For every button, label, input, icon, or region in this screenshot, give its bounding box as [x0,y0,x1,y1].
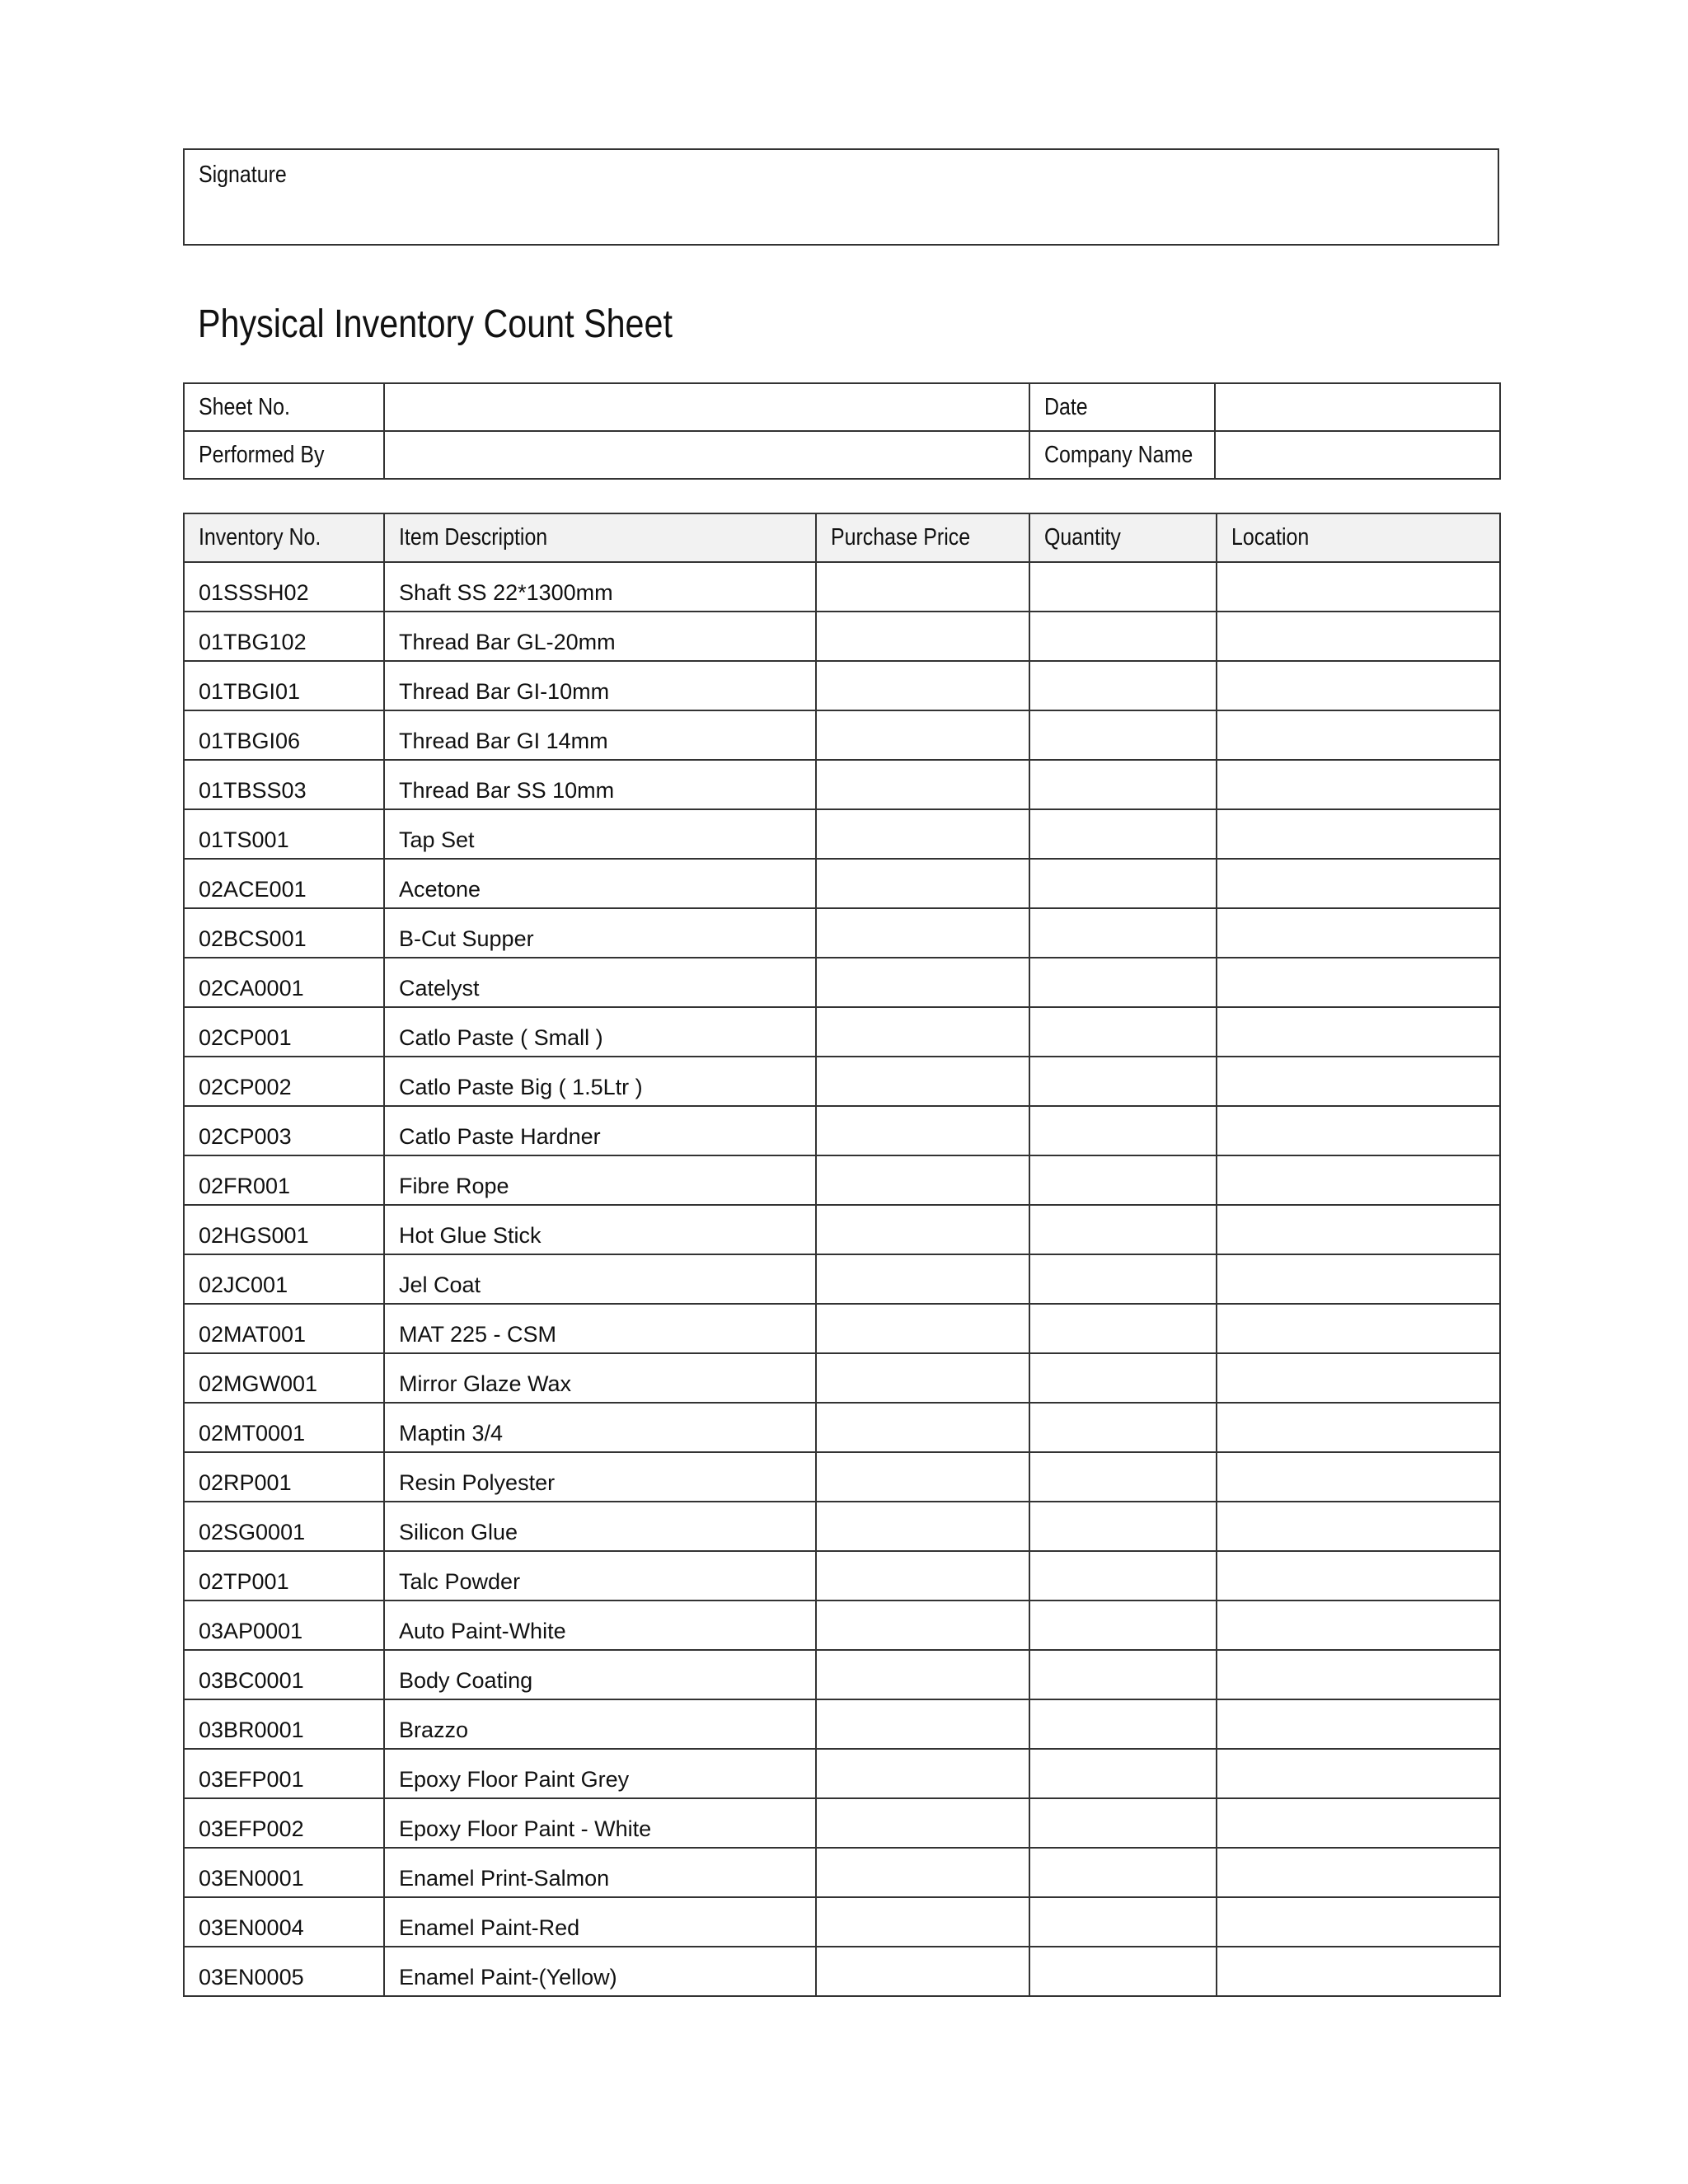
inventory-no-cell: 02FR001 [184,1155,384,1205]
item-description-cell: B-Cut Supper [384,908,816,958]
location-cell[interactable] [1217,760,1500,809]
quantity-cell[interactable] [1029,612,1217,661]
quantity-cell[interactable] [1029,1304,1217,1353]
inventory-no-cell: 02CP001 [184,1007,384,1057]
inventory-no-cell: 01TBGI01 [184,661,384,710]
location-cell[interactable] [1217,1699,1500,1749]
quantity-cell[interactable] [1029,1650,1217,1699]
quantity-cell[interactable] [1029,1254,1217,1304]
purchase-price-cell[interactable] [816,612,1029,661]
purchase-price-cell[interactable] [816,562,1029,612]
item-description-cell: Catlo Paste ( Small ) [384,1007,816,1057]
table-row [184,859,1500,908]
quantity-cell[interactable] [1029,562,1217,612]
item-description-cell: Hot Glue Stick [384,1205,816,1254]
location-cell[interactable] [1217,809,1500,859]
table-row [184,1699,1500,1749]
item-description-cell: Auto Paint-White [384,1601,816,1650]
location-cell[interactable] [1217,859,1500,908]
purchase-price-cell[interactable] [816,908,1029,958]
purchase-price-cell[interactable] [816,1601,1029,1650]
table-row [184,1502,1500,1551]
inventory-no-cell: 02SG0001 [184,1502,384,1551]
date-label: Date [1029,383,1215,431]
date-field[interactable] [1215,383,1500,431]
table-row [184,1155,1500,1205]
quantity-cell[interactable] [1029,1403,1217,1452]
quantity-cell[interactable] [1029,1947,1217,1996]
purchase-price-cell[interactable] [816,1897,1029,1947]
purchase-price-cell[interactable] [816,1848,1029,1897]
inventory-no-cell: 02BCS001 [184,908,384,958]
purchase-price-cell[interactable] [816,1007,1029,1057]
purchase-price-cell[interactable] [816,1304,1029,1353]
quantity-cell[interactable] [1029,958,1217,1007]
location-cell[interactable] [1217,1601,1500,1650]
quantity-cell[interactable] [1029,1155,1217,1205]
performed-by-label: Performed By [184,431,384,479]
purchase-price-cell[interactable] [816,1749,1029,1798]
location-cell[interactable] [1217,1254,1500,1304]
item-description-cell: MAT 225 - CSM [384,1304,816,1353]
column-header-purchase-price: Purchase Price [816,513,1029,562]
purchase-price-cell[interactable] [816,1254,1029,1304]
table-row [184,1007,1500,1057]
table-row [184,1897,1500,1947]
quantity-cell[interactable] [1029,1502,1217,1551]
quantity-cell[interactable] [1029,1057,1217,1106]
location-cell[interactable] [1217,1106,1500,1155]
item-description-cell: Catlo Paste Big ( 1.5Ltr ) [384,1057,816,1106]
location-cell[interactable] [1217,1947,1500,1996]
inventory-no-cell: 02MT0001 [184,1403,384,1452]
purchase-price-cell[interactable] [816,1155,1029,1205]
signature-box[interactable] [183,148,1499,246]
inventory-no-cell: 03EN0005 [184,1947,384,1996]
quantity-cell[interactable] [1029,1848,1217,1897]
location-cell[interactable] [1217,1551,1500,1601]
table-row [184,1551,1500,1601]
item-description-cell: Thread Bar GI-10mm [384,661,816,710]
quantity-cell[interactable] [1029,859,1217,908]
purchase-price-cell[interactable] [816,809,1029,859]
item-description-cell: Epoxy Floor Paint Grey [384,1749,816,1798]
item-description-cell: Catelyst [384,958,816,1007]
location-cell[interactable] [1217,1897,1500,1947]
item-description-cell: Enamel Print-Salmon [384,1848,816,1897]
column-header-quantity: Quantity [1029,513,1217,562]
purchase-price-cell[interactable] [816,859,1029,908]
location-cell[interactable] [1217,1057,1500,1106]
item-description-cell: Talc Powder [384,1551,816,1601]
item-description-cell: Tap Set [384,809,816,859]
page-title: Physical Inventory Count Sheet [198,302,673,346]
table-row [184,1057,1500,1106]
location-cell[interactable] [1217,612,1500,661]
location-cell[interactable] [1217,958,1500,1007]
inventory-no-cell: 02RP001 [184,1452,384,1502]
location-cell[interactable] [1217,1205,1500,1254]
location-cell[interactable] [1217,1452,1500,1502]
inventory-no-cell: 02TP001 [184,1551,384,1601]
location-cell[interactable] [1217,562,1500,612]
purchase-price-cell[interactable] [816,1057,1029,1106]
purchase-price-cell[interactable] [816,1699,1029,1749]
item-description-cell: Shaft SS 22*1300mm [384,562,816,612]
table-row [184,908,1500,958]
location-cell[interactable] [1217,1650,1500,1699]
item-description-cell: Acetone [384,859,816,908]
quantity-cell[interactable] [1029,710,1217,760]
table-row [184,562,1500,612]
purchase-price-cell[interactable] [816,1947,1029,1996]
purchase-price-cell[interactable] [816,710,1029,760]
location-cell[interactable] [1217,1007,1500,1057]
table-row [184,1798,1500,1848]
location-cell[interactable] [1217,1798,1500,1848]
quantity-cell[interactable] [1029,1353,1217,1403]
purchase-price-cell[interactable] [816,1502,1029,1551]
location-cell[interactable] [1217,1848,1500,1897]
item-description-cell: Fibre Rope [384,1155,816,1205]
inventory-no-cell: 01TBGI06 [184,710,384,760]
location-cell[interactable] [1217,1749,1500,1798]
inventory-no-cell: 02CP002 [184,1057,384,1106]
inventory-table [183,513,1501,1997]
inventory-no-cell: 01SSSH02 [184,562,384,612]
quantity-cell[interactable] [1029,1749,1217,1798]
sheet-info-row [184,431,1500,479]
location-cell[interactable] [1217,1502,1500,1551]
table-row [184,1205,1500,1254]
performed-by-field[interactable] [384,431,1029,479]
location-cell[interactable] [1217,710,1500,760]
location-cell[interactable] [1217,1403,1500,1452]
quantity-cell[interactable] [1029,1798,1217,1848]
inventory-no-cell: 03BC0001 [184,1650,384,1699]
table-row [184,1254,1500,1304]
item-description-cell: Resin Polyester [384,1452,816,1502]
inventory-no-cell: 02MAT001 [184,1304,384,1353]
item-description-cell: Thread Bar SS 10mm [384,760,816,809]
quantity-cell[interactable] [1029,908,1217,958]
quantity-cell[interactable] [1029,1205,1217,1254]
company-name-label: Company Name [1029,431,1215,479]
column-header-inventory-no: Inventory No. [184,513,384,562]
table-row [184,1749,1500,1798]
location-cell[interactable] [1217,661,1500,710]
purchase-price-cell[interactable] [816,1798,1029,1848]
table-row [184,1403,1500,1452]
inventory-table-body [184,562,1500,1996]
inventory-no-cell: 02CP003 [184,1106,384,1155]
sheet-info-table [183,382,1501,480]
table-row [184,958,1500,1007]
purchase-price-cell[interactable] [816,958,1029,1007]
quantity-cell[interactable] [1029,809,1217,859]
inventory-no-cell: 01TBG102 [184,612,384,661]
item-description-cell: Enamel Paint-(Yellow) [384,1947,816,1996]
quantity-cell[interactable] [1029,1106,1217,1155]
inventory-no-cell: 03EN0001 [184,1848,384,1897]
inventory-no-cell: 03BR0001 [184,1699,384,1749]
table-row [184,1106,1500,1155]
item-description-cell: Catlo Paste Hardner [384,1106,816,1155]
item-description-cell: Brazzo [384,1699,816,1749]
table-row [184,1947,1500,1996]
purchase-price-cell[interactable] [816,1650,1029,1699]
inventory-no-cell: 03EFP001 [184,1749,384,1798]
purchase-price-cell[interactable] [816,1551,1029,1601]
sheet-no-label: Sheet No. [184,383,384,431]
item-description-cell: Epoxy Floor Paint - White [384,1798,816,1848]
quantity-cell[interactable] [1029,1452,1217,1502]
inventory-no-cell: 03EFP002 [184,1798,384,1848]
purchase-price-cell[interactable] [816,1205,1029,1254]
inventory-no-cell: 02MGW001 [184,1353,384,1403]
purchase-price-cell[interactable] [816,760,1029,809]
inventory-no-cell: 02CA0001 [184,958,384,1007]
inventory-no-cell: 01TBSS03 [184,760,384,809]
sheet-info-row [184,383,1500,431]
table-row [184,1650,1500,1699]
location-cell[interactable] [1217,1155,1500,1205]
inventory-no-cell: 02JC001 [184,1254,384,1304]
table-row [184,1452,1500,1502]
quantity-cell[interactable] [1029,1897,1217,1947]
company-name-field[interactable] [1215,431,1500,479]
table-row [184,1304,1500,1353]
location-cell[interactable] [1217,1304,1500,1353]
purchase-price-cell[interactable] [816,661,1029,710]
purchase-price-cell[interactable] [816,1452,1029,1502]
column-header-item-description: Item Description [384,513,816,562]
sheet-no-field[interactable] [384,383,1029,431]
column-header-location: Location [1217,513,1500,562]
item-description-cell: Mirror Glaze Wax [384,1353,816,1403]
item-description-cell: Jel Coat [384,1254,816,1304]
quantity-cell[interactable] [1029,1601,1217,1650]
location-cell[interactable] [1217,1353,1500,1403]
inventory-no-cell: 02ACE001 [184,859,384,908]
item-description-cell: Silicon Glue [384,1502,816,1551]
inventory-no-cell: 01TS001 [184,809,384,859]
purchase-price-cell[interactable] [816,1353,1029,1403]
inventory-no-cell: 03AP0001 [184,1601,384,1650]
table-row [184,1353,1500,1403]
inventory-no-cell: 02HGS001 [184,1205,384,1254]
item-description-cell: Maptin 3/4 [384,1403,816,1452]
table-row [184,710,1500,760]
quantity-cell[interactable] [1029,661,1217,710]
item-description-cell: Thread Bar GL-20mm [384,612,816,661]
table-row [184,760,1500,809]
table-row [184,1601,1500,1650]
quantity-cell[interactable] [1029,1551,1217,1601]
table-row [184,1848,1500,1897]
table-row [184,661,1500,710]
signature-label: Signature [199,162,287,188]
item-description-cell: Body Coating [384,1650,816,1699]
table-row [184,809,1500,859]
quantity-cell[interactable] [1029,1007,1217,1057]
quantity-cell[interactable] [1029,1699,1217,1749]
item-description-cell: Thread Bar GI 14mm [384,710,816,760]
quantity-cell[interactable] [1029,760,1217,809]
table-header-row [184,513,1500,562]
inventory-no-cell: 03EN0004 [184,1897,384,1947]
purchase-price-cell[interactable] [816,1403,1029,1452]
purchase-price-cell[interactable] [816,1106,1029,1155]
location-cell[interactable] [1217,908,1500,958]
table-row [184,612,1500,661]
item-description-cell: Enamel Paint-Red [384,1897,816,1947]
